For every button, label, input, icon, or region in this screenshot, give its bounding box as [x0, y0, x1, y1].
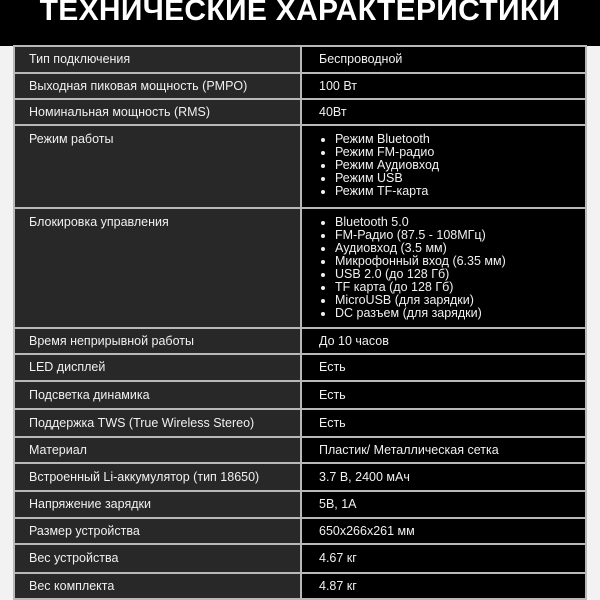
spec-label: Время неприрывной работы [15, 329, 302, 353]
spec-value: 650x266x261 мм [302, 519, 585, 543]
spec-label: LED дисплей [15, 355, 302, 380]
spec-row [15, 543, 585, 572]
spec-label: Номинальная мощность (RMS) [15, 100, 302, 124]
spec-value-item: • USB 2.0 (до 128 Гб) [335, 268, 506, 281]
spec-value-item: • Микрофонный вход (6.35 мм) [335, 255, 506, 268]
spec-label: Встроенный Li-аккумулятор (тип 18650) [15, 464, 302, 490]
spec-row [15, 408, 585, 436]
spec-value-list [319, 133, 439, 198]
spec-value: Пластик/ Металлическая сетка [302, 438, 585, 462]
spec-row [15, 572, 585, 598]
spec-label: Материал [15, 438, 302, 462]
spec-value: 4.87 кг [302, 574, 585, 598]
spec-value-item: • TF карта (до 128 Гб) [335, 281, 506, 294]
spec-value-item: • DC разъем (для зарядки) [335, 307, 506, 320]
spec-row [15, 72, 585, 98]
spec-value-list [319, 216, 506, 320]
spec-row [15, 47, 585, 72]
spec-row [15, 207, 585, 327]
spec-value-item: • Режим FM-радио [335, 146, 439, 159]
spec-label: Выходная пиковая мощность (PMPO) [15, 74, 302, 98]
spec-table [13, 45, 587, 600]
spec-value-item: • Режим USB [335, 172, 439, 185]
spec-value: Беспроводной [302, 47, 585, 72]
spec-row [15, 462, 585, 490]
spec-value-item: • MicroUSB (для зарядки) [335, 294, 506, 307]
spec-row [15, 490, 585, 517]
spec-label: Размер устройства [15, 519, 302, 543]
spec-value: До 10 часов [302, 329, 585, 353]
spec-row [15, 98, 585, 124]
spec-label: Напряжение зарядки [15, 492, 302, 517]
spec-value-item: • Bluetooth 5.0 [335, 216, 506, 229]
spec-row [15, 380, 585, 408]
spec-value: Есть [302, 410, 585, 436]
spec-value: Есть [302, 355, 585, 380]
spec-row [15, 124, 585, 207]
spec-value-item: • Режим TF-карта [335, 185, 439, 198]
spec-row [15, 436, 585, 462]
spec-label: Вес устройства [15, 545, 302, 572]
spec-label: Тип подключения [15, 47, 302, 72]
spec-row [15, 517, 585, 543]
title-band [0, 0, 600, 46]
spec-label: Блокировка управления [15, 209, 302, 327]
spec-label: Вес комплекта [15, 574, 302, 598]
spec-value-item: • Режим Аудиовход [335, 159, 439, 172]
spec-label: Режим работы [15, 126, 302, 207]
spec-value-item: • Аудиовход (3.5 мм) [335, 242, 506, 255]
spec-value: Есть [302, 382, 585, 408]
spec-value-item: • FM-Радио (87.5 - 108МГц) [335, 229, 506, 242]
spec-value: 4.67 кг [302, 545, 585, 572]
spec-label: Поддержка TWS (True Wireless Stereo) [15, 410, 302, 436]
spec-value [302, 209, 585, 327]
spec-value: 5В, 1А [302, 492, 585, 517]
spec-value-item: • Режим Bluetooth [335, 133, 439, 146]
spec-row [15, 353, 585, 380]
spec-value: 100 Вт [302, 74, 585, 98]
spec-row [15, 327, 585, 353]
page-title: ТЕХНИЧЕСКИЕ ХАРАКТЕРИСТИКИ [39, 0, 561, 27]
spec-label: Подсветка динамика [15, 382, 302, 408]
spec-value: 3.7 В, 2400 мАч [302, 464, 585, 490]
spec-value: 40Вт [302, 100, 585, 124]
spec-value [302, 126, 585, 207]
